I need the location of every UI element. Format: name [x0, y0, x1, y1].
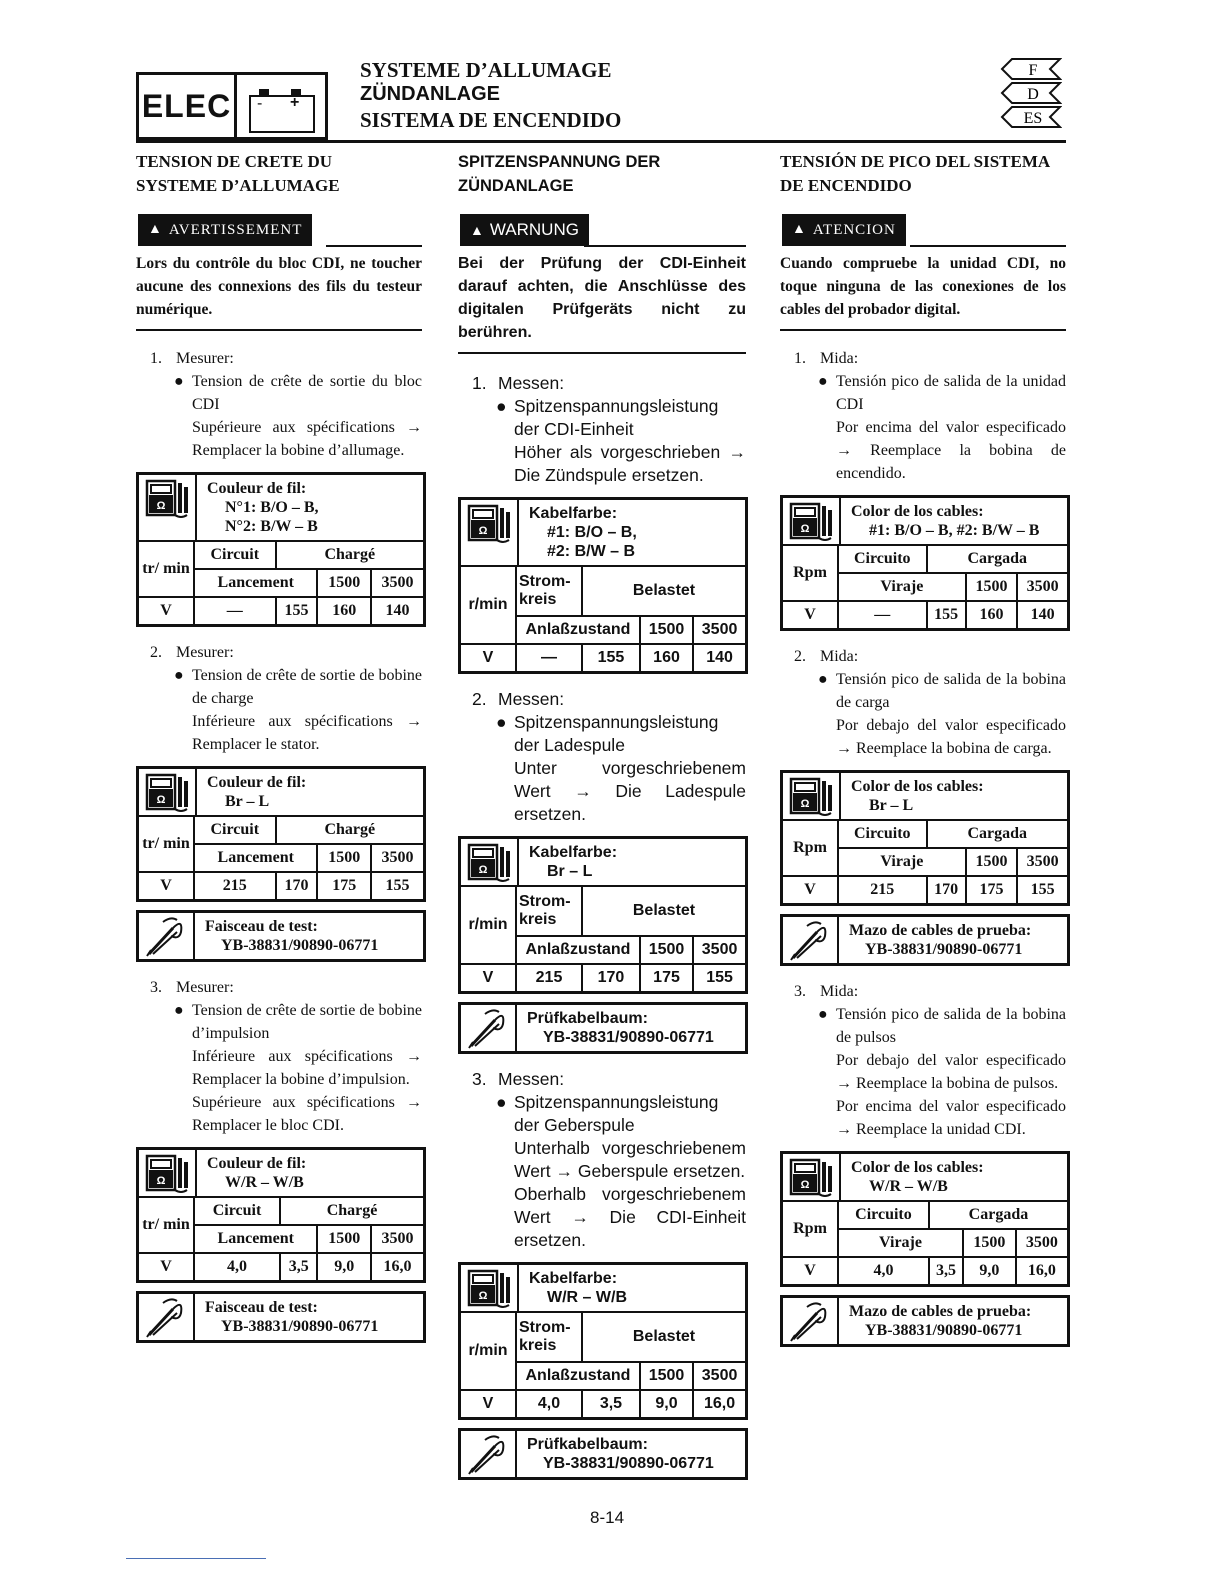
- volt-label: V: [461, 964, 516, 991]
- multimeter-icon: [461, 1265, 519, 1311]
- crank-label: Anlaßzustand: [516, 936, 640, 964]
- rpm-3500: 3500: [371, 569, 423, 597]
- volt-label: V: [139, 597, 194, 624]
- tool-code: YB-38831/90890-06771: [543, 1455, 714, 1472]
- tool-label: Prüfkabelbaum:: [527, 1010, 648, 1027]
- test-harness-icon: [783, 1298, 839, 1344]
- section-title-line1: TENSION DE CRETE DU: [136, 152, 333, 171]
- wire-label: Color de los cables:: [851, 778, 984, 795]
- spec-table-2: [136, 766, 426, 902]
- test-harness-box: [780, 914, 1070, 966]
- volt-label: V: [783, 1257, 838, 1284]
- crank-label: Viraje: [838, 848, 966, 876]
- charged-label: Cargada: [927, 546, 1068, 573]
- circuit-label: Strom- kreis: [516, 567, 582, 616]
- warning-header: [458, 214, 746, 248]
- crank-label: Lancement: [194, 844, 317, 872]
- test-harness-box: [458, 1428, 748, 1480]
- value-crank: 4,0: [838, 1257, 929, 1284]
- charged-label: Cargada: [929, 1202, 1067, 1229]
- lang-badge-f: [1000, 58, 1062, 80]
- step-1-sub: Höher als vorgeschrieben → Die Zündspule ersetzen.: [514, 442, 746, 485]
- rpm-label: r/min: [461, 887, 516, 964]
- value-crank: —: [838, 601, 927, 628]
- svg-text:Ω: Ω: [478, 525, 488, 537]
- circuit-label: Circuit: [194, 542, 276, 569]
- rpm-1500: 1500: [966, 848, 1017, 876]
- column-fr: [136, 150, 422, 1343]
- crank-label: Lancement: [194, 569, 317, 597]
- svg-text:Ω: Ω: [156, 794, 166, 806]
- spec-table-2: [458, 836, 748, 994]
- lang-code-es: ES: [1023, 110, 1043, 127]
- value-crank: 215: [194, 872, 276, 899]
- step-1: 1. Mesurer:: [150, 350, 234, 367]
- tool-code: YB-38831/90890-06771: [865, 1322, 1023, 1339]
- rpm-label: r/min: [461, 567, 516, 644]
- test-harness-icon: [461, 1431, 517, 1477]
- rpm-1500: 1500: [640, 1362, 693, 1390]
- step-3-sub-1: Inférieure aux spécifications → Remplacer la bobine d’impulsion.: [192, 1048, 422, 1088]
- step-3-bullet: ● Tensión pico de salida de la bobina de pulsos: [818, 1006, 1066, 1046]
- rpm-3500: 3500: [1017, 848, 1067, 876]
- rpm-label: tr/ min: [139, 1198, 194, 1253]
- value-1500: 9,0: [963, 1257, 1016, 1284]
- value-crank: 4,0: [516, 1390, 582, 1417]
- multimeter-icon: [139, 475, 197, 540]
- svg-text:Ω: Ω: [800, 1179, 810, 1191]
- charged-label: Belastet: [582, 1313, 745, 1362]
- elec-badge: [136, 72, 328, 140]
- charged-label: Belastet: [582, 887, 745, 936]
- section-title-line2: DE ENCENDIDO: [780, 176, 912, 195]
- value-crank-2: 3,5: [929, 1257, 963, 1284]
- step-2-sub: Unter vorgeschriebenem Wert → Die Ladespule ersetzen.: [514, 758, 746, 824]
- battery-minus: -: [257, 95, 263, 112]
- rpm-label: Rpm: [783, 546, 838, 601]
- value-1500: 9,0: [317, 1253, 371, 1280]
- tool-label: Faisceau de test:: [205, 1299, 318, 1316]
- value-crank-2: 155: [582, 644, 640, 671]
- rpm-3500: 3500: [693, 936, 745, 964]
- rpm-3500: 3500: [693, 1362, 745, 1390]
- wire-1: W/R – W/B: [869, 1178, 948, 1195]
- rpm-label: Rpm: [783, 1202, 838, 1257]
- step-3-sub-2: Por encima del valor especificado → Reemplace la unidad CDI.: [836, 1098, 1066, 1138]
- charged-label: Chargé: [280, 1198, 423, 1225]
- rpm-3500: 3500: [693, 616, 745, 644]
- step-3-bullet: ● Tension de crête de sortie de bobine d’impulsion: [174, 1002, 422, 1042]
- step-2: 2. Messen:: [472, 689, 565, 709]
- warning-icon: ▲: [792, 222, 807, 237]
- value-crank-2: 3,5: [582, 1390, 640, 1417]
- rpm-1500: 1500: [317, 1225, 371, 1253]
- value-1500: 175: [640, 964, 693, 991]
- rpm-3500: 3500: [1017, 573, 1067, 601]
- warning-text: Cuando compruebe la unidad CDI, no toque ninguna de las conexiones de los cables del probador digital.: [780, 255, 1066, 318]
- warning-text: Lors du contrôle du bloc CDI, ne toucher aucune des connexions des fils du testeur numérique.: [136, 255, 422, 318]
- step-2: 2. Mesurer:: [150, 644, 234, 661]
- step-2-sub: Inférieure aux spécifications → Remplacer le stator.: [192, 713, 422, 753]
- warning-badge: [138, 214, 312, 246]
- rpm-label: tr/ min: [139, 542, 194, 597]
- warning-label: AVERTISSEMENT: [168, 221, 303, 238]
- value-crank-2: 155: [927, 601, 966, 628]
- wire-label: Couleur de fil:: [207, 1155, 307, 1172]
- value-3500: 140: [371, 597, 423, 624]
- multimeter-icon: [461, 500, 519, 565]
- crank-label: Viraje: [838, 573, 966, 601]
- spec-table-3: [458, 1262, 748, 1420]
- tool-label: Mazo de cables de prueba:: [849, 1303, 1032, 1320]
- spec-table-2: [780, 770, 1070, 906]
- step-1: 1. Messen:: [472, 373, 565, 393]
- test-harness-box: [136, 910, 426, 962]
- test-harness-icon: [139, 913, 195, 959]
- wire-label: Couleur de fil:: [207, 480, 307, 497]
- step-2-bullet: ● Tensión pico de salida de la bobina de carga: [818, 671, 1066, 711]
- volt-label: V: [461, 1390, 516, 1417]
- value-3500: 16,0: [1016, 1257, 1067, 1284]
- test-harness-icon: [139, 1294, 195, 1340]
- value-crank-2: 155: [276, 597, 318, 624]
- circuit-label: Circuito: [838, 821, 927, 848]
- section-title-line2: ZÜNDANLAGE: [458, 177, 574, 195]
- step-3-sub-1: Por debajo del valor especificado → Reemplace la bobina de pulsos.: [836, 1052, 1066, 1092]
- step-3: 3. Messen:: [472, 1069, 565, 1089]
- lang-badge-es: [1000, 106, 1062, 128]
- spec-table-1: [780, 495, 1070, 631]
- multimeter-icon: [139, 1150, 197, 1196]
- value-crank: 4,0: [194, 1253, 280, 1280]
- value-1500: 175: [966, 876, 1017, 903]
- rpm-1500: 1500: [640, 616, 693, 644]
- wire-label: Kabelfarbe:: [529, 505, 618, 522]
- wire-2: N°2: B/W – B: [225, 518, 318, 535]
- charged-label: Chargé: [276, 542, 423, 569]
- wire-label: Color de los cables:: [851, 1159, 984, 1176]
- rpm-3500: 3500: [371, 1225, 423, 1253]
- tool-code: YB-38831/90890-06771: [865, 941, 1023, 958]
- value-3500: 140: [1017, 601, 1067, 628]
- svg-text:Ω: Ω: [478, 864, 488, 876]
- test-harness-box: [780, 1295, 1070, 1347]
- circuit-label: Circuit: [194, 817, 276, 844]
- value-crank: 215: [516, 964, 582, 991]
- value-3500: 16,0: [693, 1390, 745, 1417]
- step-2-bullet: ● Spitzenspannungsleistung der Ladespule: [496, 712, 719, 755]
- value-crank-2: 170: [276, 872, 318, 899]
- wire-label: Color de los cables:: [851, 503, 984, 520]
- value-crank-2: 170: [927, 876, 966, 903]
- header-rule: [136, 140, 1066, 143]
- section-title-line1: TENSIÓN DE PICO DEL SISTEMA: [780, 152, 1051, 171]
- warning-text: Bei der Prüfung der CDI-Einheit darauf achten, die Anschlüsse des digitalen Prüfgeräts nicht zu berühren.: [458, 255, 746, 341]
- wire-1: #1: B/O – B,: [547, 524, 637, 541]
- wire-1: Br – L: [225, 793, 270, 810]
- step-1-sub: Supérieure aux spécifications → Remplacer la bobine d’allumage.: [192, 419, 422, 459]
- page-number: 8-14: [590, 1508, 625, 1527]
- warning-label: WARNUNG: [489, 220, 579, 239]
- step-2-bullet: ● Tension de crête de sortie de bobine de charge: [174, 667, 422, 707]
- volt-label: V: [139, 872, 194, 899]
- title-fr: SYSTEME D’ALLUMAGE: [360, 58, 612, 82]
- rpm-label: Rpm: [783, 821, 838, 876]
- svg-text:Ω: Ω: [800, 523, 810, 535]
- tool-label: Prüfkabelbaum:: [527, 1436, 648, 1453]
- lang-code-d: D: [1027, 86, 1039, 103]
- multimeter-icon: [783, 1154, 841, 1200]
- circuit-label: Strom- kreis: [516, 887, 582, 936]
- step-3-bullet: ● Spitzenspannungsleistung der Geberspule: [496, 1092, 719, 1135]
- wire-2: #2: B/W – B: [547, 543, 636, 560]
- spec-table-3: [136, 1147, 426, 1283]
- value-1500: 160: [317, 597, 371, 624]
- rpm-3500: 3500: [371, 844, 423, 872]
- lang-badge-d: [1000, 82, 1062, 104]
- value-crank: —: [516, 644, 582, 671]
- step-1-bullet: ● Spitzenspannungsleistung der CDI-Einheit: [496, 396, 719, 439]
- section-title-line1: SPITZENSPANNUNG DER: [458, 153, 661, 171]
- spec-table-1: [458, 497, 748, 674]
- rpm-1500: 1500: [963, 1229, 1016, 1257]
- wire-1: W/R – W/B: [225, 1174, 304, 1191]
- volt-label: V: [139, 1253, 194, 1280]
- lang-code-f: F: [1028, 62, 1038, 79]
- value-3500: 155: [693, 964, 745, 991]
- value-crank: 215: [838, 876, 927, 903]
- charged-label: Cargada: [927, 821, 1068, 848]
- circuit-label: Strom- kreis: [516, 1313, 582, 1362]
- step-1: 1. Mida:: [794, 350, 859, 367]
- crank-label: Anlaßzustand: [516, 616, 640, 644]
- rpm-3500: 3500: [1016, 1229, 1067, 1257]
- crank-label: Anlaßzustand: [516, 1362, 640, 1390]
- warning-icon: ▲: [148, 222, 163, 237]
- warning-badge: [782, 214, 906, 246]
- title-es: SISTEMA DE ENCENDIDO: [360, 108, 622, 132]
- wire-1: W/R – W/B: [547, 1289, 627, 1306]
- test-harness-box: [458, 1002, 748, 1054]
- test-harness-icon: [461, 1005, 517, 1051]
- value-1500: 175: [317, 872, 371, 899]
- circuit-label: Circuito: [838, 546, 927, 573]
- step-3: 3. Mida:: [794, 983, 859, 1000]
- charged-label: Belastet: [582, 567, 745, 616]
- wire-1: Br – L: [869, 797, 914, 814]
- svg-text:Ω: Ω: [156, 500, 166, 512]
- wire-label: Couleur de fil:: [207, 774, 307, 791]
- step-1-sub: Por encima del valor especificado → Reemplace la bobina de encendido.: [836, 419, 1066, 482]
- value-crank: —: [194, 597, 276, 624]
- warning-header: [136, 214, 422, 248]
- wire-1: N°1: B/O – B,: [225, 499, 319, 516]
- tool-code: YB-38831/90890-06771: [543, 1029, 714, 1046]
- column-es: [780, 150, 1066, 1347]
- crank-label: Viraje: [838, 1229, 963, 1257]
- battery-plus: +: [290, 94, 300, 111]
- value-1500: 160: [640, 644, 693, 671]
- spec-table-1: [136, 472, 426, 627]
- tool-label: Mazo de cables de prueba:: [849, 922, 1032, 939]
- rpm-1500: 1500: [640, 936, 693, 964]
- test-harness-box: [136, 1291, 426, 1343]
- wire-label: Kabelfarbe:: [529, 844, 618, 861]
- column-de: [458, 150, 746, 1480]
- value-3500: 155: [371, 872, 423, 899]
- multimeter-icon: [139, 769, 197, 815]
- title-de: ZÜNDANLAGE: [360, 83, 500, 105]
- warning-label: ATENCION: [812, 221, 896, 238]
- warning-icon: ▲: [470, 222, 484, 238]
- rpm-1500: 1500: [317, 569, 371, 597]
- circuit-label: Circuito: [838, 1202, 929, 1229]
- rpm-label: r/min: [461, 1313, 516, 1390]
- step-1-bullet: ● Tension de crête de sortie du bloc CDI: [174, 373, 422, 413]
- footer-rule: [126, 1558, 266, 1559]
- value-crank-2: 3,5: [280, 1253, 317, 1280]
- value-3500: 140: [693, 644, 745, 671]
- rpm-label: tr/ min: [139, 817, 194, 872]
- rpm-1500: 1500: [317, 844, 371, 872]
- volt-label: V: [783, 876, 838, 903]
- warning-header: [780, 214, 1066, 248]
- step-3: 3. Mesurer:: [150, 979, 234, 996]
- battery-icon: [237, 75, 325, 137]
- step-3-sub-2: Supérieure aux spécifications → Remplacer le bloc CDI.: [192, 1094, 422, 1134]
- value-3500: 16,0: [371, 1253, 423, 1280]
- svg-text:Ω: Ω: [800, 798, 810, 810]
- multimeter-icon: [783, 498, 841, 544]
- elec-label: ELEC: [139, 75, 237, 137]
- volt-label: V: [783, 601, 838, 628]
- charged-label: Chargé: [276, 817, 423, 844]
- step-3-sub-2: Oberhalb vorgeschriebenem Wert → Die CDI-Einheit ersetzen.: [514, 1184, 746, 1250]
- wire-label: Kabelfarbe:: [529, 1270, 618, 1287]
- value-crank-2: 170: [582, 964, 640, 991]
- step-2-sub: Por debajo del valor especificado → Reemplace la bobina de carga.: [836, 717, 1066, 757]
- value-1500: 9,0: [640, 1390, 693, 1417]
- tool-code: YB-38831/90890-06771: [221, 1318, 379, 1335]
- step-1-bullet: ● Tensión pico de salida de la unidad CDI: [818, 373, 1066, 413]
- volt-label: V: [461, 644, 516, 671]
- tool-code: YB-38831/90890-06771: [221, 937, 379, 954]
- rpm-1500: 1500: [966, 573, 1017, 601]
- warning-badge: [460, 214, 589, 246]
- circuit-label: Circuit: [194, 1198, 280, 1225]
- value-3500: 155: [1017, 876, 1067, 903]
- wire-1: #1: B/O – B, #2: B/W – B: [869, 522, 1040, 539]
- svg-text:Ω: Ω: [478, 1290, 488, 1302]
- crank-label: Lancement: [194, 1225, 317, 1253]
- wire-1: Br – L: [547, 863, 593, 880]
- value-1500: 160: [966, 601, 1017, 628]
- step-3-sub-1: Unterhalb vorgeschriebenem Wert → Geberspule ersetzen.: [514, 1138, 746, 1181]
- tool-label: Faisceau de test:: [205, 918, 318, 935]
- section-title-line2: SYSTEME D’ALLUMAGE: [136, 176, 340, 195]
- svg-text:Ω: Ω: [156, 1175, 166, 1187]
- step-2: 2. Mida:: [794, 648, 859, 665]
- spec-table-3: [780, 1151, 1070, 1287]
- test-harness-icon: [783, 917, 839, 963]
- multimeter-icon: [783, 773, 841, 819]
- multimeter-icon: [461, 839, 519, 885]
